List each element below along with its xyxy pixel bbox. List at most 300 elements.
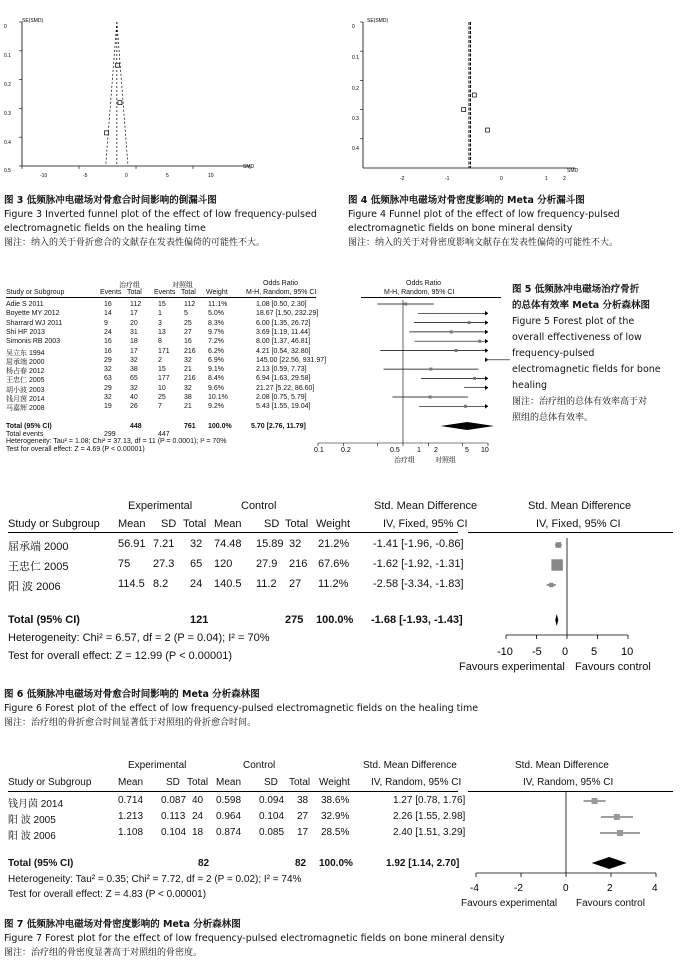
fig6-row-t2: 216 xyxy=(289,558,308,570)
fig5-total-ci: 5.70 [2.76, 11.79] xyxy=(251,423,306,430)
fig5-side-en2: overall effectiveness of low xyxy=(512,332,642,343)
fig5-row-t1: 40 xyxy=(130,394,138,401)
fig5-row-w: 9.1% xyxy=(208,366,224,374)
fig4-xtick-0: -2 xyxy=(400,176,405,180)
fig7-caption-zh: 图 7 低频脉冲电磁场对骨密度影响的 Meta 分析森林图 xyxy=(4,919,241,930)
fig5-row-w: 7.2% xyxy=(208,338,224,346)
fig3-study-point xyxy=(118,101,122,105)
fig6-total-ci: -1.68 [-1.93, -1.43] xyxy=(371,614,463,626)
fig5-h-mh: M-H, Random, 95% CI xyxy=(246,289,317,296)
fig7-h-sd1: SD xyxy=(166,777,180,788)
fig3-caption xyxy=(4,194,317,250)
fig6-h-weight: Weight xyxy=(316,518,351,530)
fig5-ci-arrow xyxy=(485,376,488,380)
fig5-h-mh2: M-H, Random, 95% CI xyxy=(384,289,455,296)
fig5-row-e1: 9 xyxy=(104,319,108,327)
fig3-note: 图注：纳入的关于骨折愈合的文献存在发表性偏倚的可能性不大。 xyxy=(4,238,266,248)
fig5-row-t2: 216 xyxy=(184,375,196,383)
fig5-xtick-5: 5 xyxy=(465,447,469,454)
fig7-row-sd1: 0.104 xyxy=(161,827,187,838)
fig5-xtick-3: 1 xyxy=(417,447,421,454)
fig5-row-t2: 32 xyxy=(184,356,192,364)
fig3-xtick-1: -5 xyxy=(83,173,88,179)
fig5-row-e2: 177 xyxy=(158,375,170,383)
fig5-point xyxy=(478,340,481,343)
fig5-row-w: 8.4% xyxy=(208,375,224,383)
fig5-row-study: Simonis RB 2003 xyxy=(6,338,61,346)
fig6-row-ci: -1.41 [-1.96, -0.86] xyxy=(373,538,464,550)
fig6-forest-plot xyxy=(0,498,681,678)
fig5-row-w: 9.2% xyxy=(208,403,224,411)
fig5-point xyxy=(450,330,453,333)
fig5-ci-arrow xyxy=(485,330,488,334)
fig5-row-t1: 112 xyxy=(130,301,142,308)
fig7-xtick-1: -2 xyxy=(514,883,523,894)
fig7-h-total1: Total xyxy=(187,777,209,788)
fig7-total-w: 100.0% xyxy=(319,858,353,869)
fig5-row-w: 8.3% xyxy=(208,319,224,327)
fig4-ytick-2: 0.2 xyxy=(352,86,359,92)
fig5-row-e1: 32 xyxy=(104,394,112,401)
fig6-xtick-4: 10 xyxy=(621,646,634,658)
fig7-note: 图注：治疗组的骨密度显著高于对照组的骨密度。 xyxy=(4,948,203,958)
fig7-h-mean1: Mean xyxy=(118,777,144,788)
fig7-h-weight: Weight xyxy=(319,777,350,788)
fig5-h-group2: 对照组 xyxy=(172,282,193,289)
fig5-total-t2: 761 xyxy=(184,423,196,430)
fig4-xtick-4: 2 xyxy=(563,176,566,180)
fig6-row-m1: 114.5 xyxy=(118,578,145,590)
fig5-xtick-6: 10 xyxy=(481,447,489,454)
fig7-row-w: 32.9% xyxy=(321,811,350,822)
fig5-row-ci: 8.00 [1.37, 46.81] xyxy=(256,338,311,346)
fig5-total-diamond xyxy=(440,422,494,430)
fig7-row-sd1: 0.113 xyxy=(161,811,186,822)
fig5-fav-right: 对照组 xyxy=(435,457,456,464)
fig6-caption-en: Figure 6 Forest plot of the effect of low frequency-pulsed electromagnetic fields on the healing time xyxy=(4,703,479,714)
fig6-row-w: 11.2% xyxy=(318,578,349,590)
fig7-row-m2: 0.964 xyxy=(216,811,242,822)
fig6-h-exp: Experimental xyxy=(128,500,193,512)
fig5-xtick-4: 2 xyxy=(434,447,438,454)
fig7-h-mean2: Mean xyxy=(216,777,242,788)
fig5-xtick-1: 0.2 xyxy=(341,447,351,454)
fig6-row-m2: 140.5 xyxy=(214,578,242,590)
fig7-row-w: 38.6% xyxy=(321,795,350,806)
fig3-caption-zh: 图 3 低频脉冲电磁场对骨愈合时间影响的倒漏斗图 xyxy=(4,195,217,206)
fig5-h-events2: Events xyxy=(154,289,176,296)
fig5-h-or: Odds Ratio xyxy=(263,280,299,287)
fig5-row-t2: 38 xyxy=(184,394,192,401)
fig6-row-sd1: 7.21 xyxy=(153,538,175,550)
fig6-h-smd: Std. Mean Difference xyxy=(374,500,478,512)
fig5-row-e1: 32 xyxy=(104,366,112,374)
fig7-row-sd2: 0.094 xyxy=(259,795,285,806)
fig5-row-w: 6.9% xyxy=(208,356,224,364)
fig5-row-t2: 216 xyxy=(184,347,196,355)
fig5-h-total2: Total xyxy=(181,289,196,296)
fig6-row-t2: 32 xyxy=(289,538,302,550)
fig5-row-e2: 1 xyxy=(158,310,162,318)
fig7-row-sd2: 0.085 xyxy=(259,827,285,838)
fig5-h-study: Study or Subgroup xyxy=(6,289,65,296)
fig6-caption-zh: 图 6 低频脉冲电磁场对骨愈合时间影响的 Meta 分析森林图 xyxy=(4,689,260,700)
fig5-row-t1: 31 xyxy=(130,328,138,336)
fig5-total-t1: 448 xyxy=(130,423,142,430)
fig7-row-t2: 27 xyxy=(297,811,309,822)
fig7-xtick-4: 4 xyxy=(652,883,658,894)
fig5-row-t1: 17 xyxy=(130,310,138,318)
fig5-row-e2: 2 xyxy=(158,356,162,364)
fig6-total-t2: 275 xyxy=(285,614,304,626)
fig5-row-e2: 10 xyxy=(158,384,166,392)
fig3-study-point xyxy=(105,131,109,135)
fig5-row-study: 钱月茵 2014 xyxy=(6,396,45,403)
fig5-overall: Test for overall effect: Z = 4.69 (P < 0.00001) xyxy=(6,446,145,453)
fig5-xtick-2: 0.5 xyxy=(390,447,400,454)
fig7-xtick-3: 2 xyxy=(607,883,613,894)
fig3-xtick-3: 5 xyxy=(166,173,169,179)
fig6-caption xyxy=(4,688,478,730)
fig3-caption-en2: electromagnetic fields on the healing time xyxy=(4,223,206,234)
fig6-row-sd2: 11.2 xyxy=(256,578,277,590)
fig5-row-w: 9.7% xyxy=(208,328,224,336)
fig5-row-e1: 24 xyxy=(104,328,112,336)
fig6-total-label: Total (95% CI) xyxy=(8,614,80,626)
fig6-row-m1: 75 xyxy=(118,558,131,570)
fig7-total-t1: 82 xyxy=(198,858,210,869)
fig6-row-sd2: 27.9 xyxy=(256,558,278,570)
fig3-xtick-4: 10 xyxy=(208,173,214,179)
fig6-fav-left: Favours experimental xyxy=(459,661,565,673)
fig5-point xyxy=(455,349,458,352)
fig7-forest-plot xyxy=(0,760,681,910)
fig3-ytick-0: 0 xyxy=(4,24,7,30)
fig7-point xyxy=(614,814,620,820)
fig5-h-or2: Odds Ratio xyxy=(406,280,442,287)
fig7-row-t1: 18 xyxy=(192,827,204,838)
fig6-row-sd1: 8.2 xyxy=(153,578,169,590)
fig6-xtick-2: 0 xyxy=(562,646,569,658)
figure3-funnel-plot xyxy=(0,0,340,180)
fig5-ci-arrow xyxy=(485,311,488,315)
fig7-total-t2: 82 xyxy=(295,858,307,869)
fig5-row-study: 马嘉辉 2008 xyxy=(6,405,45,413)
fig6-h-total1: Total xyxy=(183,518,207,530)
fig3-xtick-2: 0 xyxy=(125,173,128,179)
fig5-row-e1: 19 xyxy=(104,403,112,411)
fig6-h-smd2: Std. Mean Difference xyxy=(528,500,632,512)
fig5-side-en3: frequency-pulsed xyxy=(512,348,595,359)
fig5-row-t2: 21 xyxy=(184,403,192,411)
fig5-row-ci: 2.13 [0.59, 7.73] xyxy=(256,366,307,374)
fig4-caption-en1: Figure 4 Funnel plot of the effect of low frequency-pulsed xyxy=(348,209,620,220)
fig4-xtick-1: -1 xyxy=(445,176,450,180)
fig5-row-study: 王忠仁 2005 xyxy=(6,377,45,385)
fig5-point xyxy=(429,396,432,399)
fig5-row-study: 胡小波 2003 xyxy=(6,386,45,394)
fig5-row-t2: 112 xyxy=(184,301,196,308)
fig6-row-study: 王忠仁 2005 xyxy=(8,561,69,573)
fig7-heterogeneity: Heterogeneity: Tau² = 0.35; Chi² = 7.72, df = 2 (P = 0.02); I² = 74% xyxy=(8,874,302,885)
fig6-xtick-3: 5 xyxy=(591,646,598,658)
fig7-point xyxy=(617,830,623,836)
fig6-row-m1: 56.91 xyxy=(118,538,146,550)
fig6-total-w: 100.0% xyxy=(316,614,354,626)
fig5-row-study: 杨占春 2012 xyxy=(6,368,45,376)
fig5-row-ci: 6.94 [1.63, 29.58] xyxy=(256,375,311,383)
fig6-row-w: 67.6% xyxy=(318,558,350,570)
fig7-row-study: 阳 波 2005 xyxy=(8,815,56,826)
fig3-ytick-3: 0.3 xyxy=(4,111,11,117)
fig4-ytick-1: 0.1 xyxy=(352,55,359,61)
fig5-row-study: Boyette MY 2012 xyxy=(6,310,60,318)
fig5-row-w: 6.2% xyxy=(208,347,224,355)
fig7-h-iv: IV, Random, 95% CI xyxy=(371,777,462,788)
fig7-row-study: 阳 波 2006 xyxy=(8,831,56,842)
fig6-row-study: 屈承端 2000 xyxy=(8,541,69,553)
fig5-row-e2: 25 xyxy=(158,394,166,401)
fig7-row-sd1: 0.087 xyxy=(161,795,187,806)
fig5-total-label: Total (95% CI) xyxy=(6,423,52,430)
fig6-h-total2: Total xyxy=(285,518,309,530)
fig6-point xyxy=(549,583,553,587)
fig6-total-diamond xyxy=(555,614,558,626)
fig5-ci-arrow xyxy=(485,358,488,362)
fig4-y-axis-label: SE(SMD) xyxy=(367,18,389,24)
fig5-row-t1: 17 xyxy=(130,347,138,355)
fig7-xtick-0: -4 xyxy=(470,883,479,894)
fig3-ytick-5: 0.5 xyxy=(4,168,11,174)
fig6-h-study: Study or Subgroup xyxy=(8,518,100,530)
fig7-overall: Test for overall effect: Z = 4.83 (P < 0.00001) xyxy=(8,889,207,900)
fig5-row-study: Adie S 2011 xyxy=(6,301,44,308)
fig4-note: 图注：纳入的关于对骨密度影响文献存在发表性偏倚的可能性不大。 xyxy=(348,238,619,248)
fig5-row-w: 11.1% xyxy=(208,301,228,308)
fig5-row-e2: 3 xyxy=(158,319,162,327)
fig5-row-ci: 5.43 [1.55, 19.04] xyxy=(256,403,311,411)
fig5-row-t1: 65 xyxy=(130,375,138,383)
fig7-h-exp: Experimental xyxy=(128,760,187,771)
fig5-row-ci: 145.00 [22.56, 931.97] xyxy=(256,356,327,364)
fig5-row-e2: 8 xyxy=(158,338,162,346)
fig4-study-point xyxy=(472,93,476,97)
fig4-caption-zh: 图 4 低频脉冲电磁场对骨密度影响的 Meta 分析漏斗图 xyxy=(348,195,585,206)
fig7-row-w: 28.5% xyxy=(321,827,350,838)
fig5-ci-arrow xyxy=(485,339,488,343)
fig6-xtick-1: -5 xyxy=(532,646,542,658)
fig6-point xyxy=(551,559,562,570)
fig5-xtick-0: 0.1 xyxy=(314,447,324,454)
fig3-ytick-4: 0.4 xyxy=(4,140,11,146)
fig5-row-ci: 18.67 [1.50, 232.29] xyxy=(256,310,319,318)
fig5-events-label: Total events xyxy=(6,431,44,438)
fig5-side-en5: healing xyxy=(512,380,548,391)
fig5-point xyxy=(468,321,471,324)
fig3-xtick-0: -10 xyxy=(40,173,48,179)
fig5-h-events1: Events xyxy=(100,289,122,296)
fig7-row-m1: 1.213 xyxy=(118,811,144,822)
fig5-row-t1: 26 xyxy=(130,403,138,411)
fig7-row-t2: 17 xyxy=(297,827,309,838)
fig7-caption xyxy=(4,918,505,960)
fig4-xtick-3: 1 xyxy=(545,176,548,180)
fig6-row-t1: 65 xyxy=(190,558,203,570)
fig7-row-ci: 1.27 [0.78, 1.76] xyxy=(393,795,466,806)
fig5-row-w: 5.0% xyxy=(208,310,224,318)
fig6-total-t1: 121 xyxy=(190,614,209,626)
fig7-row-m1: 1.108 xyxy=(118,827,144,838)
fig3-y-axis-label: SE(SMD) xyxy=(22,18,44,24)
fig5-point xyxy=(464,405,467,408)
fig7-h-smd: Std. Mean Difference xyxy=(363,760,457,771)
fig7-row-t1: 24 xyxy=(192,811,204,822)
fig3-study-point xyxy=(116,63,120,67)
figure4-funnel-plot xyxy=(345,0,681,180)
fig3-funnel-right xyxy=(117,22,128,166)
fig5-side-note1: 图注：治疗组的总体有效率高于对 xyxy=(512,397,648,407)
fig5-row-e1: 16 xyxy=(104,347,112,355)
fig6-h-mean1: Mean xyxy=(118,518,146,530)
fig7-row-ci: 2.40 [1.51, 3.29] xyxy=(393,827,466,838)
fig5-row-study: Sharrard WJ 2011 xyxy=(6,319,63,327)
fig5-row-ci: 2.08 [0.75, 5.79] xyxy=(256,394,307,401)
fig5-row-e1: 16 xyxy=(104,338,112,346)
fig5-ci-arrow xyxy=(485,404,488,408)
fig5-h-weight: Weight xyxy=(206,289,228,296)
fig4-x-axis-label: SMD xyxy=(567,168,579,174)
fig7-total-label: Total (95% CI) xyxy=(8,858,74,869)
fig5-row-e2: 171 xyxy=(158,347,170,355)
fig4-caption xyxy=(348,194,620,250)
fig5-point xyxy=(473,377,476,380)
fig3-ytick-1: 0.1 xyxy=(4,53,11,59)
fig5-ci-arrow xyxy=(485,386,488,390)
fig6-h-iv2: IV, Fixed, 95% CI xyxy=(536,518,621,530)
fig6-row-study: 阳 波 2006 xyxy=(8,581,61,593)
fig6-row-ci: -2.58 [-3.34, -1.83] xyxy=(373,578,464,590)
fig6-h-sd2: SD xyxy=(264,518,280,530)
fig5-row-study: 屈承端 2000 xyxy=(6,358,45,366)
fig7-fav-left: Favours experimental xyxy=(461,898,558,909)
fig4-ytick-3: 0.3 xyxy=(352,116,359,122)
fig5-row-e2: 13 xyxy=(158,328,166,336)
fig5-h-group1: 治疗组 xyxy=(119,282,140,289)
fig4-ytick-0: 0 xyxy=(352,24,355,30)
fig7-total-diamond xyxy=(592,857,627,869)
fig6-note: 图注：治疗组的骨折愈合时间显著低于对照组的骨折愈合时间。 xyxy=(4,718,257,728)
fig4-caption-en2: electromagnetic fields on bone mineral density xyxy=(348,223,573,234)
fig5-row-w: 10.1% xyxy=(208,394,228,401)
fig7-h-sd2: SD xyxy=(264,777,278,788)
fig5-side-en1: Figure 5 Forest plot of the xyxy=(512,316,635,327)
fig6-h-sd1: SD xyxy=(161,518,177,530)
fig6-row-ci: -1.62 [-1.92, -1.31] xyxy=(373,558,464,570)
fig6-h-mean2: Mean xyxy=(214,518,242,530)
fig5-row-w: 9.6% xyxy=(208,384,224,392)
fig6-xtick-0: -10 xyxy=(497,646,513,658)
fig7-row-t1: 40 xyxy=(192,795,204,806)
fig5-point xyxy=(404,303,407,306)
fig5-row-e1: 29 xyxy=(104,384,112,392)
fig5-side-zh1: 图 5 低频脉冲电磁场治疗骨折 xyxy=(512,284,640,295)
fig3-ytick-2: 0.2 xyxy=(4,82,11,88)
fig5-row-e1: 16 xyxy=(104,301,112,308)
fig5-row-t1: 20 xyxy=(130,319,138,327)
fig5-row-t2: 5 xyxy=(184,310,188,318)
fig4-ytick-4: 0.4 xyxy=(352,146,359,152)
fig5-fav-left: 治疗组 xyxy=(394,457,415,464)
fig6-row-t1: 32 xyxy=(190,538,203,550)
fig5-row-ci: 6.00 [1.35, 26.72] xyxy=(256,319,311,327)
fig5-row-e1: 63 xyxy=(104,375,112,383)
fig5-side-zh2: 的总体有效率 Meta 分析森林图 xyxy=(512,300,650,311)
fig6-row-sd2: 15.89 xyxy=(256,538,284,550)
fig5-row-ci: 3.69 [1.19, 11.44] xyxy=(256,328,310,336)
fig5-row-t2: 25 xyxy=(184,319,192,327)
fig7-fav-right: Favours control xyxy=(576,898,645,909)
fig3-caption-en1: Figure 3 Inverted funnel plot of the effect of low frequency-pulsed xyxy=(4,209,317,220)
fig6-h-ctl: Control xyxy=(241,500,277,512)
fig6-h-iv: IV, Fixed, 95% CI xyxy=(383,518,468,530)
fig5-row-ci: 1.08 [0.50, 2.30] xyxy=(256,301,307,308)
fig7-h-iv2: IV, Random, 95% CI xyxy=(523,777,614,788)
fig4-study-point xyxy=(462,108,466,112)
fig5-row-t1: 38 xyxy=(130,366,138,374)
fig5-row-e2: 15 xyxy=(158,301,166,308)
fig5-ci-arrow xyxy=(485,349,488,353)
fig5-row-t2: 27 xyxy=(184,328,192,336)
fig7-row-sd2: 0.104 xyxy=(259,811,285,822)
fig7-h-ctl: Control xyxy=(243,760,276,771)
fig7-point xyxy=(592,798,598,804)
fig6-heterogeneity: Heterogeneity: Chi² = 6.57, df = 2 (P = 0.04); I² = 70% xyxy=(8,632,270,644)
fig3-funnel-left xyxy=(106,22,117,166)
fig7-row-t2: 38 xyxy=(297,795,309,806)
fig7-total-ci: 1.92 [1.14, 2.70] xyxy=(386,858,460,869)
fig4-xtick-2: 0 xyxy=(500,176,503,180)
fig5-h-total1: Total xyxy=(127,289,142,296)
fig6-row-m2: 120 xyxy=(214,558,233,570)
fig5-row-e2: 7 xyxy=(158,403,162,411)
fig5-row-e1: 29 xyxy=(104,356,112,364)
fig5-row-study: Shi HF 2013 xyxy=(6,328,45,336)
fig5-point xyxy=(429,368,432,371)
fig7-caption-en: Figure 7 Forest plot for the effect of low frequency-pulsed electromagnetic fields on bone mineral density xyxy=(4,933,505,944)
fig7-row-ci: 2.26 [1.55, 2.98] xyxy=(393,811,466,822)
fig6-fav-right: Favours control xyxy=(575,661,651,673)
fig4-study-point xyxy=(486,128,490,132)
fig5-row-e2: 15 xyxy=(158,366,166,374)
fig6-row-sd1: 27.3 xyxy=(153,558,175,570)
fig6-row-t2: 27 xyxy=(289,578,302,590)
fig5-row-study: 吴立东 1994 xyxy=(6,349,45,357)
fig5-row-t1: 18 xyxy=(130,338,138,346)
fig6-row-t1: 24 xyxy=(190,578,203,590)
fig7-h-smd2: Std. Mean Difference xyxy=(515,760,609,771)
fig6-row-w: 21.2% xyxy=(318,538,350,550)
fig5-row-t2: 32 xyxy=(184,384,192,392)
fig6-point xyxy=(556,542,562,548)
fig5-row-t2: 21 xyxy=(184,366,192,374)
fig7-row-m2: 0.598 xyxy=(216,795,242,806)
fig5-events-1: 299 xyxy=(104,431,116,438)
fig7-row-m2: 0.874 xyxy=(216,827,242,838)
fig5-side-en4: electromagnetic fields for bone xyxy=(512,364,661,375)
fig5-row-t1: 32 xyxy=(130,384,138,392)
fig5-forest-plot xyxy=(0,280,510,470)
fig5-events-2: 447 xyxy=(158,431,170,438)
